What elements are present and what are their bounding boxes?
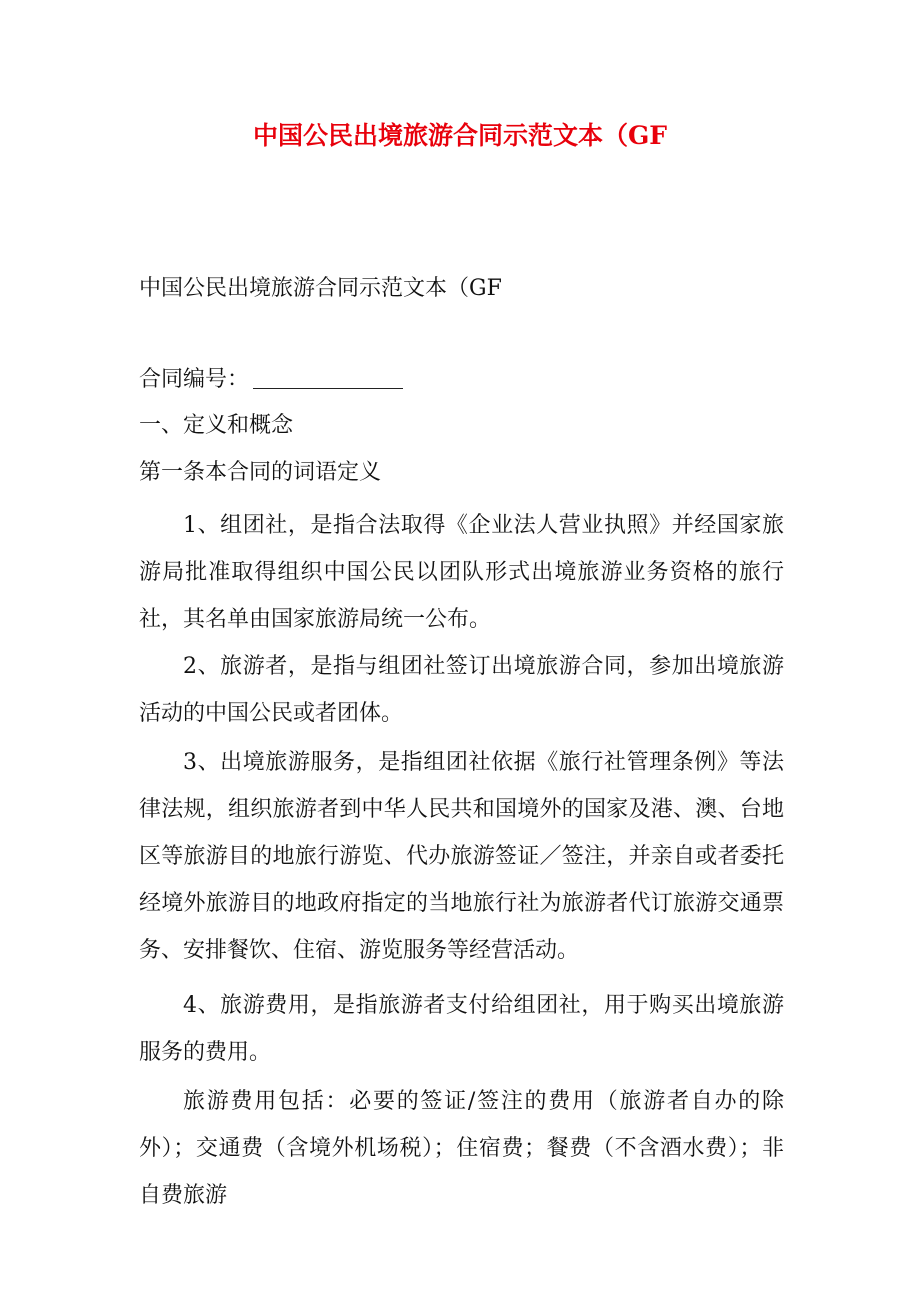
document-title: 中国公民出境旅游合同示范文本（GF xyxy=(252,121,668,150)
paragraph-1: 1、组团社，是指合法取得《企业法人营业执照》并经国家旅游局批准取得组织中国公民以团队形式出境旅游业务资格的旅行社，其名单由国家旅游局统一公布。 xyxy=(139,513,784,632)
section-heading: 一、定义和概念 xyxy=(139,413,294,438)
paragraph-5: 旅游费用包括：必要的签证/签注的费用（旅游者自办的除外）；交通费（含境外机场税）；住宿费；餐费（不含酒水费）；非自费旅游 xyxy=(139,1089,784,1208)
contract-number-label: 合同编号： xyxy=(139,367,250,392)
paragraph-3: 3、出境旅游服务，是指组团社依据《旅行社管理条例》等法律法规，组织旅游者到中华人民共和国境外的国家及港、澳、台地区等旅游目的地旅行游览、代办旅游签证／签注，并亲自或者委托经境外旅游目的地政府指定的当地旅行社为旅游者代订旅游交通票务、安排餐饮、住宿、游览服务等经营活动。 xyxy=(139,750,784,963)
article-heading: 第一条本合同的词语定义 xyxy=(139,460,382,485)
contract-number-field[interactable] xyxy=(253,387,403,389)
paragraph-4: 4、旅游费用，是指旅游者支付给组团社，用于购买出境旅游服务的费用。 xyxy=(139,993,784,1065)
paragraph-2: 2、旅游者，是指与组团社签订出境旅游合同，参加出境旅游活动的中国公民或者团体。 xyxy=(139,654,784,726)
document-subtitle: 中国公民出境旅游合同示范文本（GF xyxy=(139,276,502,301)
contract-number-line xyxy=(139,356,784,403)
